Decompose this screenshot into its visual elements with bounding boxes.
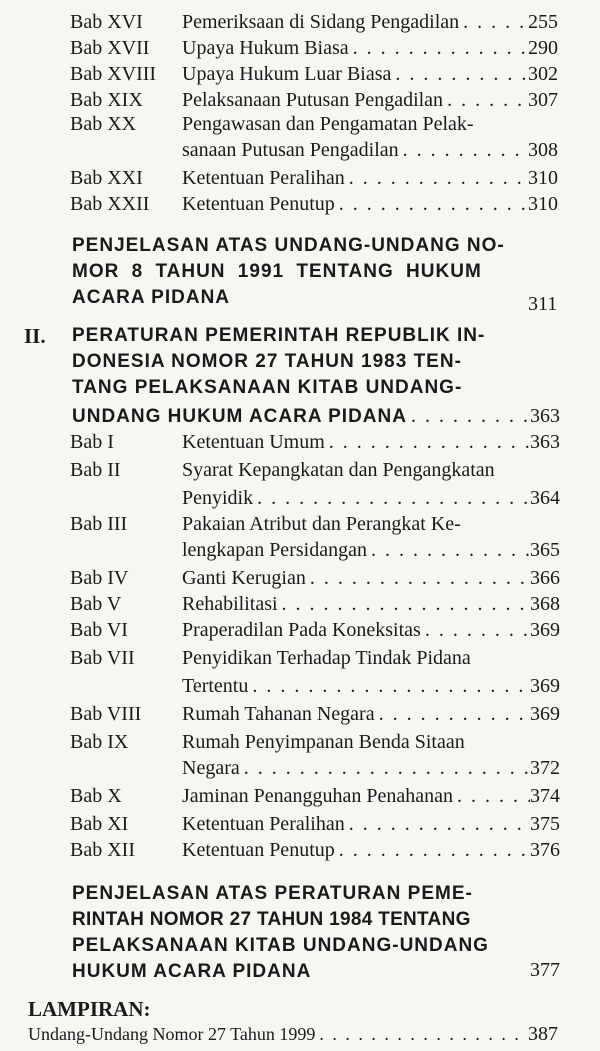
dot-leader <box>443 88 528 112</box>
appendix-label: LAMPIRAN: <box>28 997 151 1021</box>
section-heading-line[interactable]: MOR 8 TAHUN 1991 TENTANG HUKUM <box>72 261 482 282</box>
chapter-title-line-2: Tertentu <box>182 675 249 697</box>
page-number: 369 <box>530 619 560 641</box>
toc-entry[interactable] <box>70 838 560 862</box>
page-number: 364 <box>530 487 560 509</box>
dot-leader <box>315 1022 528 1046</box>
dot-leader <box>325 430 530 454</box>
toc-entry-continuation[interactable] <box>182 486 560 510</box>
dot-leader <box>345 166 528 190</box>
chapter-number: Bab I <box>70 431 114 453</box>
chapter-title-line-1: Pengawasan dan Pengamatan Pelak- <box>182 113 474 135</box>
appendix-item-title: Undang-Undang Nomor 27 Tahun 1999 <box>28 1024 316 1044</box>
dot-leader <box>349 36 528 60</box>
chapter-number: Bab XXII <box>70 193 150 215</box>
chapter-number: Bab XVI <box>70 11 143 33</box>
toc-entry[interactable] <box>70 784 560 808</box>
chapter-number: Bab XX <box>70 113 137 135</box>
toc-entry-continuation[interactable] <box>182 138 558 162</box>
page-number: 310 <box>528 193 558 215</box>
chapter-number: Bab XI <box>70 813 129 835</box>
page-number: 311 <box>528 293 558 315</box>
page-number: 363 <box>530 405 560 427</box>
section-roman-numeral: II. <box>24 324 46 348</box>
toc-entry[interactable] <box>70 812 560 836</box>
dot-leader <box>407 404 530 428</box>
dot-leader <box>345 812 530 836</box>
page-number: 310 <box>528 167 558 189</box>
chapter-number: Bab III <box>70 513 128 535</box>
section-heading-line[interactable]: RINTAH NOMOR 27 TAHUN 1984 TENTANG <box>72 909 471 930</box>
dot-leader <box>253 486 530 510</box>
dot-leader <box>459 10 528 34</box>
dot-leader <box>306 566 530 590</box>
chapter-number: Bab XVII <box>70 37 150 59</box>
dot-leader <box>367 538 530 562</box>
page-number: 376 <box>530 839 560 861</box>
toc-entry[interactable] <box>70 166 558 190</box>
chapter-number: Bab IX <box>70 731 129 753</box>
page-number: 377 <box>530 959 560 981</box>
dot-leader <box>391 62 528 86</box>
dot-leader <box>335 838 530 862</box>
chapter-number: Bab VII <box>70 647 135 669</box>
chapter-number: Bab VIII <box>70 703 142 725</box>
page-number: 375 <box>530 813 560 835</box>
toc-entry[interactable] <box>70 566 560 590</box>
chapter-title: Ganti Kerugian <box>182 567 306 589</box>
dot-leader <box>278 592 530 616</box>
chapter-title-line-1: Pakaian Atribut dan Perangkat Ke- <box>182 513 461 535</box>
toc-entry[interactable] <box>28 1022 558 1046</box>
chapter-title: Upaya Hukum Luar Biasa <box>182 63 392 85</box>
chapter-title: Pelaksanaan Putusan Pengadilan <box>182 89 444 111</box>
page-number: 387 <box>528 1023 558 1045</box>
dot-leader <box>421 618 530 642</box>
chapter-title: Ketentuan Umum <box>182 431 325 453</box>
chapter-number: Bab XIX <box>70 89 143 111</box>
chapter-title: Ketentuan Penutup <box>182 193 335 215</box>
toc-entry[interactable] <box>70 62 558 86</box>
chapter-number: Bab IV <box>70 567 129 589</box>
page-number: 366 <box>530 567 560 589</box>
toc-entry[interactable] <box>70 430 560 454</box>
toc-entry-continuation[interactable] <box>182 674 560 698</box>
toc-entry[interactable] <box>70 702 560 726</box>
toc-entry[interactable] <box>70 88 558 112</box>
toc-entry[interactable] <box>70 10 558 34</box>
page-number: 290 <box>528 37 558 59</box>
chapter-title-line-2: Negara <box>182 757 240 779</box>
page-number: 369 <box>530 703 560 725</box>
chapter-number: Bab II <box>70 459 121 481</box>
chapter-number: Bab X <box>70 785 122 807</box>
chapter-title: Jaminan Penangguhan Penahanan <box>182 785 454 807</box>
chapter-title-line-2: Penyidik <box>182 487 254 509</box>
chapter-title-line-2: sanaan Putusan Pengadilan <box>182 139 399 161</box>
chapter-title: Ketentuan Peralihan <box>182 813 345 835</box>
chapter-title-line-2: lengkapan Persidangan <box>182 539 367 561</box>
section-heading-line[interactable]: PENJELASAN ATAS PERATURAN PEME- <box>72 883 473 904</box>
toc-entry[interactable] <box>70 730 560 754</box>
chapter-number: Bab V <box>70 593 122 615</box>
page-number: 307 <box>528 89 558 111</box>
section-heading-line: UNDANG HUKUM ACARA PIDANA <box>72 406 407 427</box>
chapter-number: Bab VI <box>70 619 128 641</box>
section-heading-line[interactable]: PENJELASAN ATAS UNDANG-UNDANG NO- <box>72 235 505 256</box>
section-heading-line[interactable]: TANG PELAKSANAAN KITAB UNDANG- <box>72 377 463 398</box>
page-number: 369 <box>530 675 560 697</box>
dot-leader <box>375 702 530 726</box>
chapter-title: Rehabilitasi <box>182 593 278 615</box>
section-heading-line[interactable]: HUKUM ACARA PIDANA <box>72 961 312 982</box>
dot-leader <box>240 756 530 780</box>
chapter-title-line-1: Rumah Penyimpanan Benda Sitaan <box>182 731 465 753</box>
toc-entry[interactable] <box>70 646 560 670</box>
dot-leader <box>335 192 528 216</box>
chapter-title: Pemeriksaan di Sidang Pengadilan <box>182 11 460 33</box>
section-heading-line[interactable]: PERATURAN PEMERINTAH REPUBLIK IN- <box>72 325 486 346</box>
page-number: 255 <box>528 11 558 33</box>
dot-leader <box>453 784 530 808</box>
dot-leader <box>399 138 528 162</box>
chapter-title: Ketentuan Penutup <box>182 839 335 861</box>
chapter-number: Bab XXI <box>70 167 143 189</box>
page-number: 374 <box>530 785 560 807</box>
toc-entry[interactable] <box>70 192 558 216</box>
dot-leader <box>248 674 530 698</box>
page-number: 302 <box>528 63 558 85</box>
page-number: 372 <box>530 757 560 779</box>
toc-entry[interactable] <box>72 404 560 429</box>
toc-entry[interactable] <box>70 618 560 642</box>
toc-entry[interactable] <box>70 112 558 136</box>
page-number: 368 <box>530 593 560 615</box>
toc-entry[interactable] <box>70 592 560 616</box>
section-heading-line[interactable]: PELAKSANAAN KITAB UNDANG-UNDANG <box>72 935 489 956</box>
section-heading-line[interactable]: ACARA PIDANA <box>72 287 231 308</box>
toc-entry-continuation[interactable] <box>182 756 560 780</box>
chapter-title-line-1: Syarat Kepangkatan dan Pengangkatan <box>182 459 495 481</box>
section-heading-line[interactable]: DONESIA NOMOR 27 TAHUN 1983 TEN- <box>72 351 462 372</box>
chapter-title: Upaya Hukum Biasa <box>182 37 349 59</box>
chapter-number: Bab XII <box>70 839 135 861</box>
toc-entry[interactable] <box>70 458 560 482</box>
chapter-title: Praperadilan Pada Koneksitas <box>182 619 421 641</box>
toc-entry[interactable] <box>70 512 560 536</box>
page-number: 365 <box>530 539 560 561</box>
page-number: 308 <box>528 139 558 161</box>
chapter-title: Rumah Tahanan Negara <box>182 703 375 725</box>
toc-entry[interactable] <box>70 36 558 60</box>
toc-entry-continuation[interactable] <box>182 538 560 562</box>
chapter-title: Ketentuan Peralihan <box>182 167 345 189</box>
chapter-number: Bab XVIII <box>70 63 157 85</box>
page-number: 363 <box>530 431 560 453</box>
chapter-title-line-1: Penyidikan Terhadap Tindak Pidana <box>182 647 471 669</box>
